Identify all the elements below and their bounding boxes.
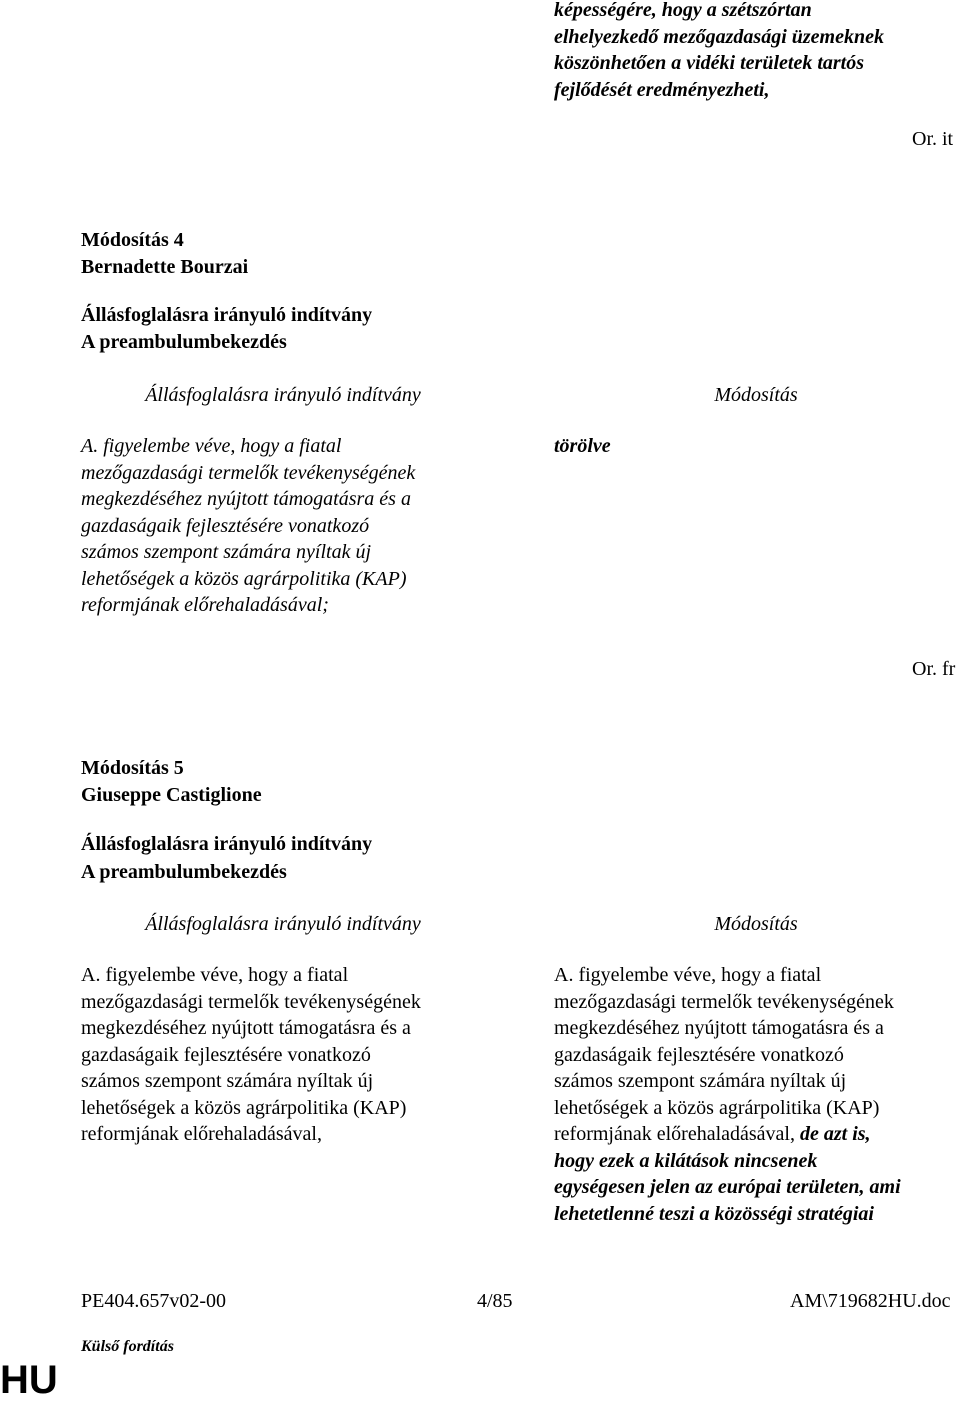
amendment-4-title: Módosítás 4 [81,229,184,251]
continuation-text [554,0,884,103]
footer-language-code: HU [0,1358,58,1402]
text-fragment: reformjának előrehaladásával, [554,1123,800,1145]
text-line: megkezdéséhez nyújtott támogatásra és a [81,1017,411,1039]
text-line [554,1121,901,1148]
text-line: reformjának előrehaladásával, [81,1123,322,1145]
text-line: gazdaságaik fejlesztésére vonatkozó [81,514,370,537]
added-text-line: lehetetlenné teszi a közösségi stratégiai [554,1202,874,1225]
added-text-line: egységesen jelen az európai területen, ami [554,1176,901,1198]
text-line: gazdaságaik fejlesztésére vonatkozó [81,1043,371,1066]
original-language-fr: Or. fr [912,658,956,680]
text-line: számos szempont számára nyíltak új [554,1070,847,1092]
amendment-5-section: A preambulumbekezdés [81,861,287,883]
text-line: mezőgazdasági termelők tevékenységének [81,461,416,484]
text-line: gazdaságaik fejlesztésére vonatkozó [554,1043,844,1066]
amendment-5-author: Giuseppe Castiglione [81,784,262,806]
footer-file-name: AM\719682HU.doc [790,1290,951,1312]
added-text: de azt is, [799,1123,871,1145]
text-line: mezőgazdasági termelők tevékenységének [81,990,421,1013]
amendment-4-author: Bernadette Bourzai [81,256,249,278]
continuation-line: fejlődését eredményezheti, [554,78,770,101]
continuation-line: elhelyezkedő mezőgazdasági üzemeknek [554,25,884,48]
text-line: megkezdéséhez nyújtott támogatásra és a [81,488,411,510]
footer-external-translation: Külső fordítás [81,1338,174,1355]
text-line: reformjának előrehaladásával; [81,594,329,616]
text-line: lehetőségek a közös agrárpolitika (KAP) [81,567,407,590]
text-line: számos szempont számára nyíltak új [81,541,372,563]
amendment-5-amended-text [554,962,901,1227]
footer-page-number: 4/85 [477,1290,513,1312]
amendment-4-deleted-text: törölve [554,435,611,457]
amendment-4-left-column-heading: Állásfoglalásra irányuló indítvány [145,384,421,406]
amendment-5-title: Módosítás 5 [81,757,184,779]
amendment-4-original-text [81,433,415,619]
text-line: lehetőségek a közös agrárpolitika (KAP) [554,1096,880,1119]
amendment-5-right-column-heading: Módosítás [714,913,798,935]
original-language-it: Or. it [912,128,954,150]
amendment-4-doc-type: Állásfoglalásra irányuló indítvány [81,304,373,326]
amendment-5-doc-type: Állásfoglalásra irányuló indítvány [81,833,373,855]
text-line: megkezdéséhez nyújtott támogatásra és a [554,1017,884,1039]
footer-doc-id: PE404.657v02-00 [81,1290,226,1312]
text-line: lehetőségek a közös agrárpolitika (KAP) [81,1096,407,1119]
text-line: mezőgazdasági termelők tevékenységének [554,990,894,1013]
amendment-4-section: A preambulumbekezdés [81,331,287,353]
amendment-5-left-column-heading: Állásfoglalásra irányuló indítvány [145,913,421,935]
text-line: A. figyelembe véve, hogy a fiatal [81,964,349,986]
text-line: A. figyelembe véve, hogy a fiatal [81,435,342,457]
amendment-4-right-column-heading: Módosítás [714,384,798,406]
text-line: A. figyelembe véve, hogy a fiatal [554,964,822,986]
amendment-5-original-text [81,962,421,1148]
text-line: számos szempont számára nyíltak új [81,1070,374,1092]
added-text-line: hogy ezek a kilátások nincsenek [554,1149,818,1172]
continuation-line: képességére, hogy a szétszórtan [554,0,812,21]
continuation-line: köszönhetően a vidéki területek tartós [554,52,864,74]
